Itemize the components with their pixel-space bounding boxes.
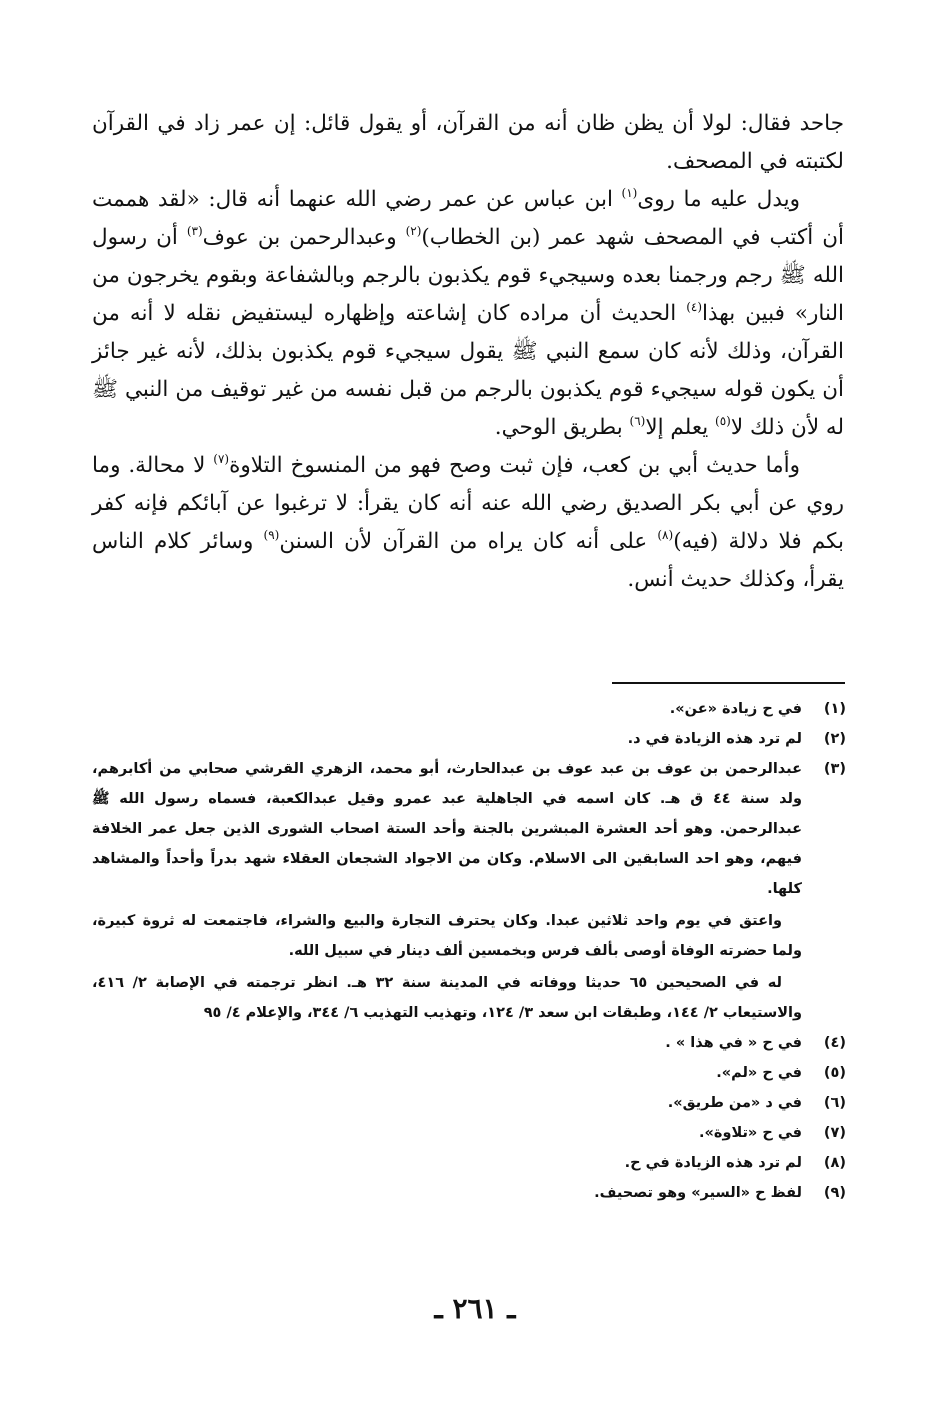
footnote-ref-2: (٢) — [405, 224, 422, 238]
footnote-ref-4: (٤) — [686, 300, 703, 314]
footnote-ref-7: (٧) — [213, 452, 230, 466]
footnote-text: عبدالرحمن بن عوف بن عبد عوف بن عبدالحارث، أبو محمد، الزهري القرشي صحابي من أكابرهم، ولد سنة ٤٤ ق هـ. كان اسمه في الجاهلية عبد عمرو وقيل عبدالكعبة، فسماه رسول الله ﷺ عبدالرحمن. وهو أحد العشرة المبشرين بالجنة وأحد الستة اصحاب الشورى الذين جعل عمر الخلافة فيهم، وهو احد السابقين الى الاسلام. وكان من الاجواد الشجعان العقلاء شهد بدراً وأحداً والمشاهد كلها. — [92, 761, 802, 897]
footnote-6 — [92, 1088, 846, 1118]
page-number: ـ ٢٦١ ـ — [434, 1292, 516, 1325]
footnote-ref-5: (٥) — [715, 414, 731, 428]
footnote-ref-6: (٦) — [629, 414, 646, 428]
footnote-number: (٦) — [823, 1095, 846, 1111]
footnote-text: في ح « في هذا » . — [665, 1035, 802, 1051]
footnote-number: (١) — [823, 701, 846, 717]
paragraph-2: ويدل عليه ما روى$^{(١)}$ ابن عباس عن عمر رضي الله عنهما أنه قال: «لقد هممت أن أكتب في المصحف شهد عمر (بن الخطاب)$^{(٢)}$ وعبدالرحمن بن عوف$^{(٣)}$ أن رسول الله ﷺ رجم ورجمنا بعده وسيجيء قوم يكذبون بالرجم وبالشفاعة وبقوم يخرجون من النار» فبين بهذا$^{(٤)}$ الحديث أن مراده كان إشاعته وإظهاره ليستفيض نقله لا أنه من القرآن، وذلك لأنه كان سمع النبي ﷺ يقول سيجيء قوم يكذبون بذلك، لأنه غير جائز أن يكون قوله سيجيء قوم يكذبون بالرجم من قبل نفسه من غير توقيف من النبي ﷺ له لأن ذلك لا$^{(٥)}$ يعلم إلا$^{(٦)}$ بطريق الوحي. — [92, 186, 844, 440]
footnote-text: في ح «تلاوة». — [699, 1125, 802, 1141]
footnote-3-continued: واعتق في يوم واحد ثلاثين عبدا. وكان يحترف التجارة والبيع والشراء، فاجتمعت له ثروة كبيرة، ولما حضرته الوفاة أوصى بألف فرس وبخمسين ألف دينار في سبيل الله. — [92, 913, 802, 959]
footnote-3-references: له في الصحيحين ٦٥ حديثا ووفاته في المدينة سنة ٣٢ هـ. انظر ترجمته في الإصابة ٢/ ٤١٦، والاستيعاب ٢/ ١٤٤، وطبقات ابن سعد ٣/ ١٢٤، وتهذيب التهذيب ٦/ ٣٤٤، والإعلام ٤/ ٩٥ — [92, 975, 802, 1021]
footnote-ref-9: (٩) — [263, 528, 280, 542]
footnote-ref-3: (٣) — [186, 224, 203, 238]
footnote-ref-1: (١) — [621, 186, 638, 200]
footnote-text: لم ترد هذه الزيادة في ح. — [624, 1155, 802, 1171]
footnote-number: (٩) — [823, 1185, 846, 1201]
footnotes — [92, 694, 846, 1208]
paragraph-1: جاحد فقال: لولا أن يظن ظان أنه من القرآن، أو يقول قائل: إن عمر زاد في القرآن لكتبته في المصحف. — [92, 111, 844, 174]
footnote-2 — [92, 724, 846, 754]
footnote-ref-8: (٨) — [657, 528, 674, 542]
footnote-8 — [92, 1148, 846, 1178]
footnote-separator — [612, 682, 845, 684]
footnote-9 — [92, 1178, 846, 1208]
footnote-number: (٥) — [823, 1065, 846, 1081]
footnote-text: في د «من طريق». — [667, 1095, 802, 1111]
main-text — [92, 105, 844, 599]
footnote-number: (٤) — [823, 1035, 846, 1051]
footnote-number: (٧) — [823, 1125, 846, 1141]
footnote-text: في ح زيادة «عن». — [669, 701, 802, 717]
footnote-text: في ح «لم». — [716, 1065, 802, 1081]
footnote-number: (٣) — [823, 761, 846, 777]
footnote-number: (٨) — [823, 1155, 846, 1171]
footnote-text: لم ترد هذه الزيادة في د. — [627, 731, 802, 747]
footnote-7 — [92, 1118, 846, 1148]
paragraph-3: وأما حديث أبي بن كعب، فإن ثبت وصح فهو من المنسوخ التلاوة$^{(٧)}$ لا محالة. وما روي عن أبي بكر الصديق رضي الله عنه أنه كان يقرأ: لا ترغبوا عن آبائكم فإنه كفر بكم فلا دلالة (فيه)$^{(٨)}$ على أنه كان يراه من القرآن لأن السنن$^{(٩)}$ وسائر كلام الناس يقرأ، وكذلك حديث أنس. — [92, 452, 844, 592]
footnote-number: (٢) — [823, 731, 846, 747]
footnote-3 — [92, 754, 846, 904]
footnote-4 — [92, 1028, 846, 1058]
footnote-5 — [92, 1058, 846, 1088]
footnote-1 — [92, 694, 846, 724]
footnote-text: لفظ ح «السير» وهو تصحيف. — [594, 1185, 802, 1201]
